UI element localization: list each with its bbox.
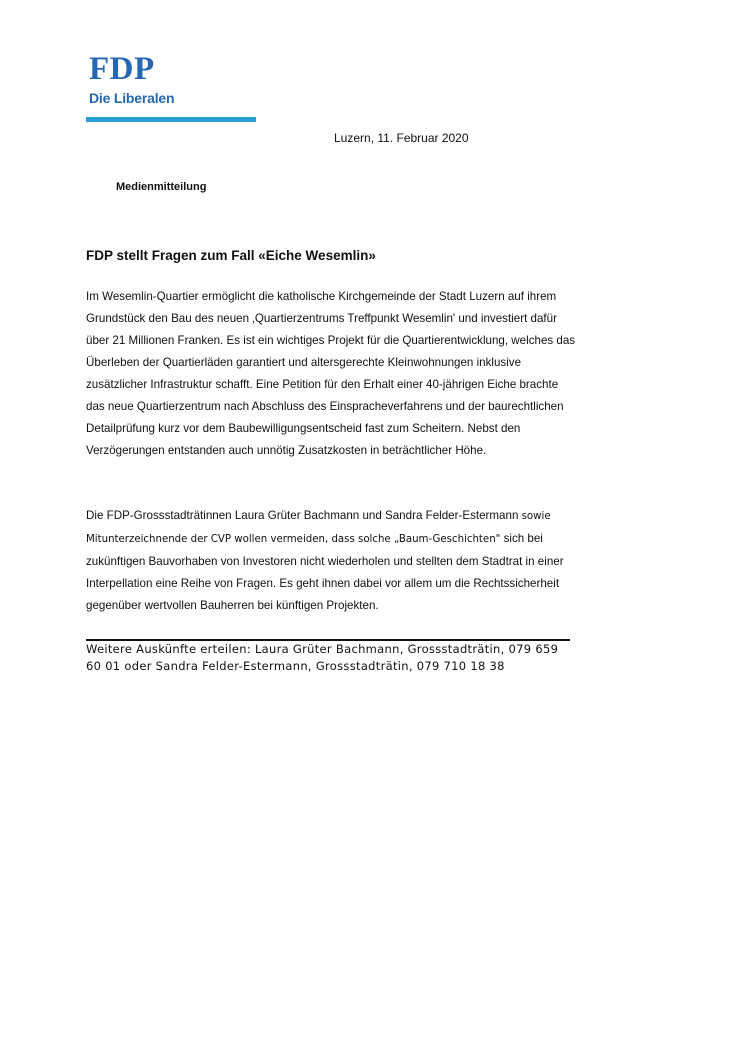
document-type: Medienmitteilung (116, 181, 207, 193)
logo-tagline: Die Liberalen (89, 90, 175, 106)
body-paragraph-2 (86, 505, 576, 617)
paragraph-2-part-2: sowie Mitunterzeichnende der CVP wollen vermeiden, dass solche „Baum-Geschichten" (86, 511, 551, 545)
logo-accent-bar (86, 117, 256, 122)
body-paragraph-1: Im Wesemlin-Quartier ermöglicht die katholische Kirchgemeinde der Stadt Luzern auf ihrem Grundstück den Bau des neuen ‚Quartierzentrums Treffpunkt Wesemlin' und investiert dafür über 21 Millionen Franken. Es ist ein wichtiges Projekt für die Quartierentwicklung, welches das Überleben der Quartierläden garantiert und altersgerechte Kleinwohnungen inklusive zusätzlicher Infrastruktur schafft. Eine Petition für den Erhalt einer 40-jährigen Eiche brachte das neue Quartierzentrum nach Abschluss des Einspracheverfahrens und der baurechtlichen Detailprüfung kurz vor dem Baubewilligungsentscheid fast zum Scheitern. Nebst den Verzögerungen entstanden auch unnötig Zusatzkosten in beträchtlicher Höhe. (86, 290, 576, 457)
contact-info: Weitere Auskünfte erteilen: Laura Grüter Bachmann, Grossstadträtin, 079 659 60 01 oder Sandra Felder-Estermann, Grossstadträtin, 079 710 18 38 (86, 642, 559, 673)
paragraph-2-part-3: sich bei zukünftigen Bauvorhaben von Investoren nicht wiederholen und stellten dem Stadtrat in einer Interpellation eine Reihe von Fragen. Es geht ihnen dabei vor allem um die Rechtssicherheit gegenüber wertvollen Bauherren bei künftigen Projekten. (86, 532, 564, 612)
fdp-logo (89, 53, 174, 106)
date-line: Luzern, 11. Februar 2020 (334, 131, 469, 145)
paragraph-2-part-1: Die FDP-Grossstadträtinnen Laura Grüter Bachmann und Sandra Felder-Estermann (86, 509, 522, 522)
logo-wordmark: FDP (89, 51, 155, 87)
headline: FDP stellt Fragen zum Fall «Eiche Wesemlin» (86, 248, 376, 263)
